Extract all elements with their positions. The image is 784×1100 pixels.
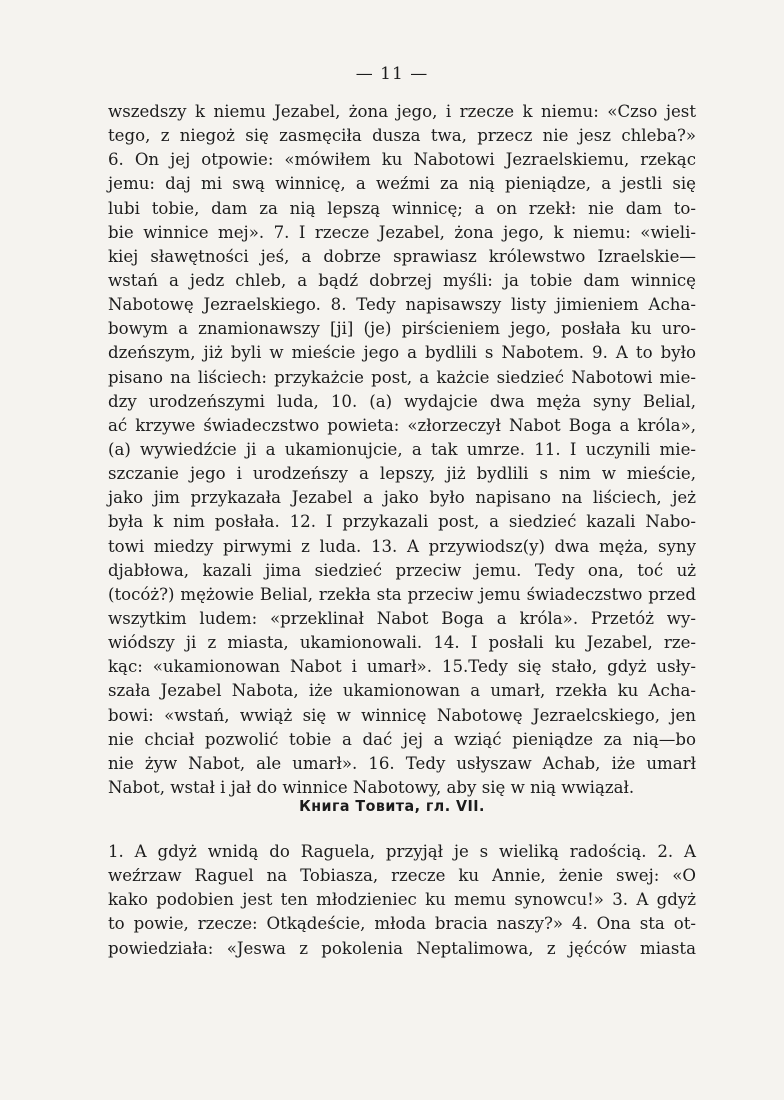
text-line: lubi tobie, dam za nią lepszą winnicę; a on rzekł: nie dam to- (108, 198, 696, 218)
text-line: powiedziała: «Jeswa z pokolenia Neptalimowa, z jęćców miasta (108, 938, 696, 958)
text-line: bie winnice mej». 7. I rzecze Jezabel, żona jego, k niemu: «wieli- (108, 222, 696, 242)
text-line: szczanie jego i urodzeńszy a lepszy, jiż bydlili s nim w mieście, (108, 464, 696, 484)
passage-two (108, 840, 696, 961)
text-line: ać krzywe świadeczstwo powieta: «złorzeczył Nabot Boga a króla», (108, 415, 696, 435)
text-line: weźrzaw Raguel na Tobiasza, rzecze ku Annie, żenie swej: «O (108, 866, 696, 886)
section-heading: Книга Товита, гл. VII. (299, 797, 485, 815)
text-line: djabłowa, kazali jima siedzieć przeciw jemu. Tedy ona, toć uż (108, 560, 696, 580)
text-line: kako podobien jest ten młodzieniec ku memu synowcu!» 3. A gdyż (108, 890, 696, 910)
text-line: kiej sławętności jeś, a dobrze sprawiasz królewstwo Izraelskie— (108, 246, 696, 266)
text-line: szała Jezabel Nabota, iże ukamionowan a umarł, rzekła ku Acha- (108, 681, 696, 701)
text-line: dzeńszym, jiż byli w mieście jego a bydlili s Nabotem. 9. A to było (108, 343, 696, 363)
text-line: była k nim posłała. 12. I przykazali post, a siedzieć kazali Nabo- (108, 512, 696, 532)
text-line: towi miedzy pirwymi z luda. 13. A przywiodsz(y) dwa męża, syny (108, 536, 696, 556)
passage-one (108, 100, 696, 800)
text-line: 1. A gdyż wnidą do Raguela, przyjął je s wieliką radością. 2. A (108, 842, 696, 861)
text-line: wstań a jedz chleb, a bądź dobrzej myśli: ja tobie dam winnicę (108, 270, 696, 290)
text-line: jako jim przykazała Jezabel a jako było napisano na liściech, jeż (108, 488, 696, 508)
text-line: tego, z niegoż się zasmęciła dusza twa, przecz nie jesz chleba?» (108, 126, 696, 146)
text-line: wszytkim ludem: «przeklinał Nabot Boga a króla». Przetóż wy- (108, 608, 696, 628)
text-line: dzy urodzeńszymi luda, 10. (a) wydajcie dwa męża syny Belial, (108, 391, 696, 411)
text-line: nie żyw Nabot, ale umarł». 16. Tedy usłyszaw Achab, iże umarł (108, 753, 696, 773)
text-line: Nabotowę Jezraelskiego. 8. Tedy napisawszy listy jimieniem Acha- (108, 295, 696, 315)
text-line: bowi: «wstań, wwiąż się w winnicę Nabotowę Jezraelcskiego, jen (108, 705, 696, 725)
page-number: — 11 — (355, 64, 429, 84)
text-line: to powie, rzecze: Otkądeście, młoda bracia naszy?» 4. Ona sta ot- (108, 914, 696, 934)
text-line: (a) wywiedźcie ji a ukamionujcie, a tak umrze. 11. I uczynili mie- (108, 439, 696, 459)
text-line: wiódszy ji z miasta, ukamionowali. 14. I posłali ku Jezabel, rze- (108, 633, 696, 653)
text-line: bowym a znamionawszy [ji] (je) pirścieniem jego, posłała ku uro- (108, 319, 696, 339)
text-line: pisano na liściech: przykażcie post, a każcie siedzieć Nabotowi mie- (108, 367, 696, 387)
text-line: (tocóż?) mężowie Belial, rzekła sta przeciw jemu świadeczstwo przed (108, 584, 696, 604)
text-line: kąc: «ukamionowan Nabot i umarł». 15.Tedy się stało, gdyż usły- (108, 657, 696, 677)
text-line: jemu: daj mi swą winnicę, a weźmi za nią pieniądze, a jestli się (108, 174, 696, 194)
text-line: 6. On jej otpowie: «mówiłem ku Nabotowi Jezraelskiemu, rzekąc (108, 150, 696, 170)
text-line: wszedszy k niemu Jezabel, żona jego, i rzecze k niemu: «Czso jest (108, 102, 696, 121)
text-line: Nabot, wstał i jał do winnice Nabotowy, aby się w nią wwiązał. (108, 777, 635, 797)
text-line: nie chciał pozwolić tobie a dać jej a wziąć pieniądze za nią—bo (108, 729, 696, 749)
